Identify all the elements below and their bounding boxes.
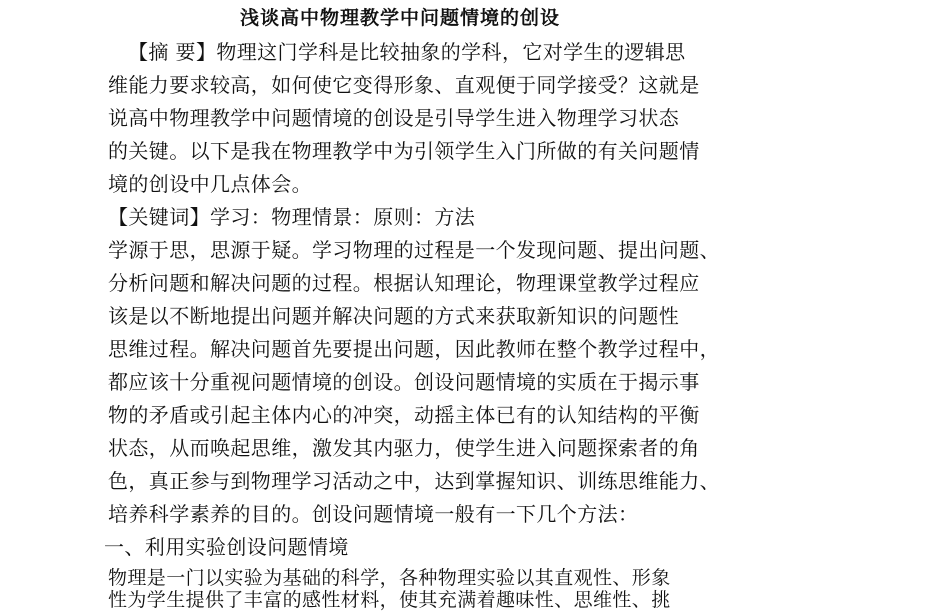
body-line-1: 学源于思，思源于疑。学习物理的过程是一个发现问题、提出问题、 [108,238,720,262]
section-line-1: 物理是一门以实验为基础的科学，各种物理实验以其直观性、形象 [108,567,671,589]
abstract-line-5: 境的创设中几点体会。 [108,172,312,196]
abstract-line-2: 维能力要求较高，如何使它变得形象、直观便于同学接受？这就是 [108,73,700,97]
body-line-5: 都应该十分重视问题情境的创设。创设问题情境的实质在于揭示事 [108,370,700,394]
abstract-line-1: 【摘 要】物理这门学科是比较抽象的学科，它对学生的逻辑思 [128,40,686,64]
abstract-line-4: 的关键。以下是我在物理教学中为引领学生入门所做的有关问题情 [108,139,700,163]
body-line-4: 思维过程。解决问题首先要提出问题，因此教师在整个教学过程中， [108,337,720,361]
section-heading: 一、利用实验创设问题情境 [104,535,349,559]
section-line-2: 性为学生提供了丰富的感性材料，使其充满着趣味性、思维性、挑 [108,589,671,611]
abstract-line-3: 说高中物理教学中问题情境的创设是引导学生进入物理学习状态 [108,106,680,130]
body-line-9: 培养科学素养的目的。创设问题情境一般有一下几个方法： [108,502,639,526]
body-line-8: 色，真正参与到物理学习活动之中，达到掌握知识、训练思维能力、 [108,469,720,493]
document-title: 浅谈高中物理教学中问题情境的创设 [239,7,560,29]
body-line-7: 状态，从而唤起思维，激发其内驱力，使学生进入问题探索者的角 [108,436,700,460]
keywords-line: 【关键词】学习：物理情景：原则：方法 [108,205,476,229]
body-line-3: 该是以不断地提出问题并解决问题的方式来获取新知识的问题性 [108,304,680,328]
body-line-2: 分析问题和解决问题的过程。根据认知理论，物理课堂教学过程应 [108,271,700,295]
body-line-6: 物的矛盾或引起主体内心的冲突，动摇主体已有的认知结构的平衡 [108,403,700,427]
